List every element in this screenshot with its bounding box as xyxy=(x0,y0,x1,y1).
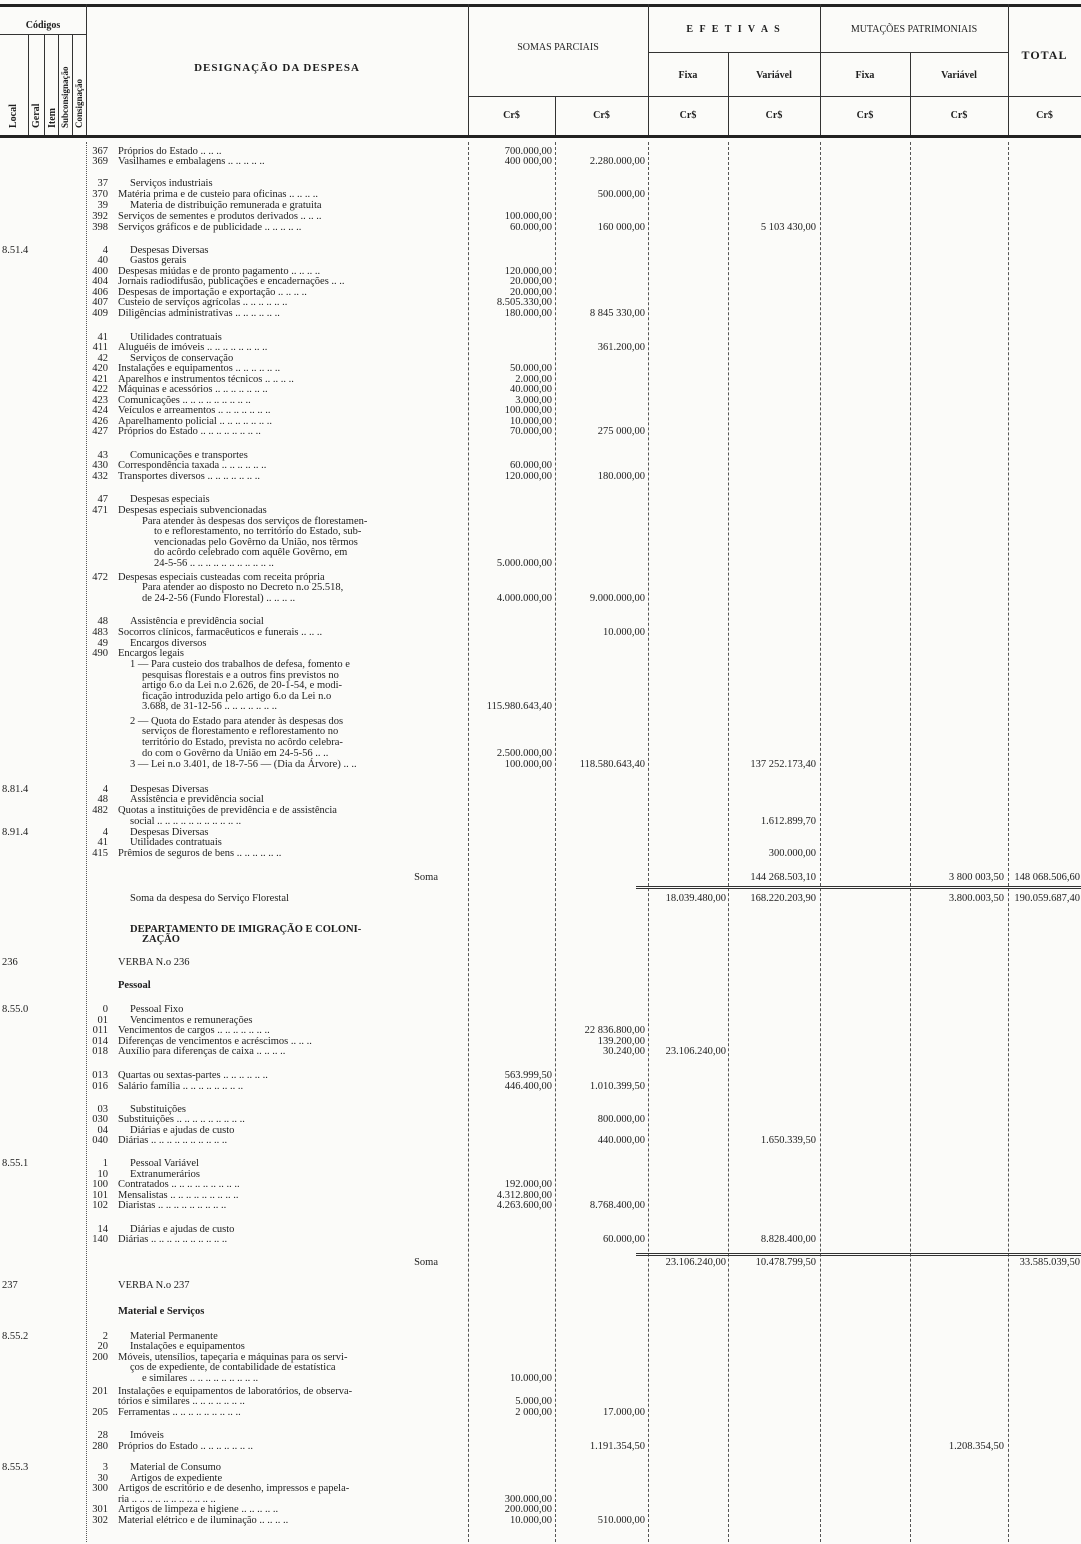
currency-label: Cr$ xyxy=(503,110,520,121)
p1-value: 100.000,00 xyxy=(504,759,552,770)
designacao-text: Encargos diversos xyxy=(130,638,207,649)
item-code: 370 xyxy=(92,189,108,200)
p1-value: 2 000,00 xyxy=(515,1407,552,1418)
subconsignacao-heading: Subconsignação xyxy=(60,66,70,128)
p1-value: 5.000.000,00 xyxy=(496,558,552,569)
designacao-text: Para atender às despesas dos serviços de florestamen- xyxy=(142,516,368,527)
designacao-text: artigo 6.o da Lei n.o 2.626, de 20-1-54, e modi- xyxy=(142,680,343,691)
total-value: 190.059.687,40 xyxy=(1014,893,1080,904)
item-code: 422 xyxy=(92,384,108,395)
currency-label: Cr$ xyxy=(593,110,610,121)
designacao-text: Instalações e equipamentos de laboratórios, de observa- xyxy=(118,1386,353,1397)
item-code: 101 xyxy=(92,1190,108,1201)
ef-var-value: 8.828.400,00 xyxy=(760,1234,816,1245)
top-rule xyxy=(0,4,1081,7)
col-divider xyxy=(58,34,59,135)
item-code: 100 xyxy=(92,1179,108,1190)
p2-value: 17.000,00 xyxy=(603,1407,645,1418)
designacao-text: Comunicações e transportes xyxy=(130,450,248,461)
item-code: 011 xyxy=(92,1025,108,1036)
item-code: 42 xyxy=(97,353,108,364)
item-code: 39 xyxy=(97,200,108,211)
local-code: 8.55.1 xyxy=(2,1158,29,1169)
p1-value: 120.000,00 xyxy=(504,471,552,482)
p1-value: 40.000,00 xyxy=(510,384,552,395)
p1-value: 8.505.330,00 xyxy=(496,297,552,308)
geral-heading: Geral xyxy=(31,103,42,128)
item-code: 301 xyxy=(92,1504,108,1515)
designacao-text: Diferenças de vencimentos e acréscimos .. .. .. xyxy=(118,1036,312,1047)
designacao-heading: DESIGNAÇÃO DA DESPESA xyxy=(194,62,360,74)
local-code: 8.55.0 xyxy=(2,1004,29,1015)
ef-var-value: 10.478.799,50 xyxy=(755,1257,816,1268)
designacao-text: Despesas especiais xyxy=(130,494,210,505)
designacao-text: Aluguéis de imóveis .. .. .. .. .. .. .. .. xyxy=(118,342,268,353)
designacao-text: Para atender ao disposto no Decreto n.o 25.518, xyxy=(142,582,344,593)
p1-value: 400 000,00 xyxy=(504,156,552,167)
item-code: 400 xyxy=(92,266,108,277)
item-code: 1 xyxy=(102,1158,108,1169)
local-code: 8.91.4 xyxy=(2,827,29,838)
item-code: 4 xyxy=(102,245,108,256)
designacao-text: Despesas especiais subvencionadas xyxy=(118,505,267,516)
designacao-text: Despesas Diversas xyxy=(130,784,209,795)
p1-value: 300.000,00 xyxy=(504,1494,552,1505)
designacao-text: Móveis, utensílios, tapeçaria e máquinas para os servi- xyxy=(118,1352,348,1363)
local-code: 8.55.2 xyxy=(2,1331,29,1342)
currency-label: Cr$ xyxy=(765,110,783,121)
local-code: 8.81.4 xyxy=(2,784,29,795)
table-header xyxy=(0,0,1081,140)
item-code: 016 xyxy=(92,1081,108,1092)
designacao-text: Serviços de conservação xyxy=(130,353,234,364)
designacao-text: Contratados .. .. .. .. .. .. .. .. .. xyxy=(118,1179,240,1190)
p1-value: 2.000,00 xyxy=(515,374,552,385)
designacao-text: Instalações e equipamentos .. .. .. .. .. .. xyxy=(118,363,281,374)
designacao-text: Material e Serviços xyxy=(118,1306,205,1317)
designacao-text: Vencimentos e remunerações xyxy=(130,1015,253,1026)
currency-label: Cr$ xyxy=(1036,110,1053,121)
item-code: 49 xyxy=(97,638,108,649)
local-code: 237 xyxy=(2,1280,18,1291)
item-code: 43 xyxy=(97,450,108,461)
p1-value: 180.000,00 xyxy=(504,308,552,319)
item-code: 3 xyxy=(102,1462,108,1473)
total-value: 33.585.039,50 xyxy=(1019,1257,1080,1268)
ef-fixa-value: 18.039.480,00 xyxy=(665,893,726,904)
local-code: 8.51.4 xyxy=(2,245,29,256)
item-code: 201 xyxy=(92,1386,108,1397)
designacao-text: Soma da despesa do Serviço Florestal xyxy=(130,893,289,904)
currency-label: Cr$ xyxy=(856,110,874,121)
item-code: 48 xyxy=(97,794,108,805)
efetivas-variavel-heading: Variável xyxy=(756,70,792,81)
designacao-text: serviços de florestamento e reflorestamento no xyxy=(142,726,339,737)
item-code: 4 xyxy=(102,827,108,838)
designacao-text: ços de expediente, de contabilidade de estatística xyxy=(130,1362,336,1373)
p1-value: 446.400,00 xyxy=(504,1081,552,1092)
subheader-rule xyxy=(648,52,1008,53)
item-code: 102 xyxy=(92,1200,108,1211)
designacao-text: Serviços gráficos e de publicidade .. .. .. .. .. xyxy=(118,222,302,233)
designacao-text: Diárias e ajudas de custo xyxy=(130,1125,235,1136)
item-code: 392 xyxy=(92,211,108,222)
designacao-text: Gastos gerais xyxy=(130,255,187,266)
designacao-text: tórios e similares .. .. .. .. .. .. .. xyxy=(118,1396,245,1407)
designacao-text: Custeio de serviços agrícolas .. .. .. .. .. .. xyxy=(118,297,288,308)
designacao-text: Quotas a instituições de previdência e de assistência xyxy=(118,805,337,816)
designacao-text: Materia de distribuição remunerada e gratuita xyxy=(130,200,322,211)
designacao-text: to e reflorestamento, no território do Estado, sub- xyxy=(154,526,362,537)
p2-value: 2.280.000,00 xyxy=(589,156,645,167)
total-heading: TOTAL xyxy=(1021,48,1068,62)
item-code: 302 xyxy=(92,1515,108,1526)
designacao-text: Veículos e arreamentos .. .. .. .. .. .. .. xyxy=(118,405,271,416)
item-code: 01 xyxy=(97,1015,108,1026)
designacao-text: Prêmios de seguros de bens .. .. .. .. .. .. xyxy=(118,848,282,859)
p1-value: 70.000,00 xyxy=(510,426,552,437)
designacao-text: Quartas ou sextas-partes .. .. .. .. .. .. xyxy=(118,1070,268,1081)
p2-value: 8 845 330,00 xyxy=(589,308,645,319)
p2-value: 180.000,00 xyxy=(597,471,645,482)
designacao-text: ria .. .. .. .. .. .. .. .. .. .. .. xyxy=(118,1494,216,1505)
item-code: 415 xyxy=(92,848,108,859)
p1-value: 120.000,00 xyxy=(504,266,552,277)
p1-value: 100.000,00 xyxy=(504,211,552,222)
item-code: 432 xyxy=(92,471,108,482)
designacao-text: Imóveis xyxy=(130,1430,164,1441)
p2-value: 8.768.400,00 xyxy=(589,1200,645,1211)
p1-value: 20.000,00 xyxy=(510,287,552,298)
p1-value: 563.999,50 xyxy=(504,1070,552,1081)
designacao-text: Utilidades contratuais xyxy=(130,332,222,343)
designacao-text: Artigos de expediente xyxy=(130,1473,223,1484)
p2-value: 139.200,00 xyxy=(597,1036,645,1047)
designacao-text: Instalações e equipamentos xyxy=(130,1341,245,1352)
item-code: 205 xyxy=(92,1407,108,1418)
p1-value: 60.000,00 xyxy=(510,460,552,471)
item-code: 471 xyxy=(92,505,108,516)
designacao-text: Material Permanente xyxy=(130,1331,218,1342)
item-code: 420 xyxy=(92,363,108,374)
item-code: 200 xyxy=(92,1352,108,1363)
designacao-text: Transportes diversos .. .. .. .. .. .. .. xyxy=(118,471,260,482)
item-code: 367 xyxy=(92,146,108,157)
designacao-text: Auxílio para diferenças de caixa .. .. .. .. xyxy=(118,1046,286,1057)
efetivas-heading: E F E T I V A S xyxy=(686,24,782,35)
ef-var-value: 168.220.203,90 xyxy=(750,893,816,904)
designacao-text: Ferramentas .. .. .. .. .. .. .. .. .. xyxy=(118,1407,241,1418)
header-bottom-rule xyxy=(0,135,1081,138)
col-divider xyxy=(28,34,29,135)
designacao-text: 3 — Lei n.o 3.401, de 18-7-56 — (Dia da Árvore) .. .. xyxy=(130,759,357,770)
designacao-text: do acôrdo celebrado com aquêle Govêrno, em xyxy=(154,547,348,558)
local-code: 8.55.3 xyxy=(2,1462,29,1473)
designacao-text: Artigos de limpeza e higiene .. .. .. .. .. xyxy=(118,1504,279,1515)
designacao-text: Pessoal xyxy=(118,980,151,991)
designacao-text: Utilidades contratuais xyxy=(130,837,222,848)
designacao-text: Próprios do Estado .. .. .. .. .. .. .. .. xyxy=(118,426,261,437)
currency-label: Cr$ xyxy=(950,110,968,121)
item-code: 40 xyxy=(97,255,108,266)
p2-value: 361.200,00 xyxy=(597,342,645,353)
p1-value: 2.500.000,00 xyxy=(496,748,552,759)
ef-var-value: 5 103 430,00 xyxy=(760,222,816,233)
designacao-text: ficação introduzida pelo artigo 6.o da Lei n.o xyxy=(142,691,332,702)
consignacao-heading: Consignação xyxy=(74,78,84,128)
designacao-text: Vencimentos de cargos .. .. .. .. .. .. .. xyxy=(118,1025,270,1036)
item-code: 013 xyxy=(92,1070,108,1081)
item-code: 406 xyxy=(92,287,108,298)
p2-value: 500.000,00 xyxy=(597,189,645,200)
item-code: 48 xyxy=(97,616,108,627)
designacao-text: social .. .. .. .. .. .. .. .. .. .. .. xyxy=(130,816,242,827)
p1-value: 50.000,00 xyxy=(510,363,552,374)
p1-value: 20.000,00 xyxy=(510,276,552,287)
designacao-text: Correspondência taxada .. .. .. .. .. .. xyxy=(118,460,267,471)
codes-rule xyxy=(0,34,86,35)
item-code: 14 xyxy=(97,1224,108,1235)
p1-value: 3.000,00 xyxy=(515,395,552,406)
designacao-text: Aparelhamento policial .. .. .. .. .. .. .. xyxy=(118,416,272,427)
item-code: 040 xyxy=(92,1135,108,1146)
mut-var-value: 3.800.003,50 xyxy=(948,893,1004,904)
designacao-text: Pessoal Variável xyxy=(130,1158,199,1169)
designacao-text: Aparelhos e instrumentos técnicos .. .. .. .. xyxy=(118,374,294,385)
designacao-text: DEPARTAMENTO DE IMIGRAÇÃO E COLONI- xyxy=(130,924,362,935)
p2-value: 9.000.000,00 xyxy=(589,593,645,604)
local-code: 236 xyxy=(2,957,18,968)
item-code: 409 xyxy=(92,308,108,319)
codigos-heading: Códigos xyxy=(25,20,61,31)
p1-value: 100.000,00 xyxy=(504,405,552,416)
designacao-text: 2 — Quota do Estado para atender às despesas dos xyxy=(130,716,344,727)
designacao-text: Substituições .. .. .. .. .. .. .. .. .. xyxy=(118,1114,245,1125)
p2-value: 160 000,00 xyxy=(597,222,645,233)
somas-parciais-heading: SOMAS PARCIAIS xyxy=(517,42,599,53)
ef-fixa-value: 23.106.240,00 xyxy=(665,1046,726,1057)
designacao-text: Serviços industriais xyxy=(130,178,213,189)
designacao-text: do com o Govêrno da União em 24-5-56 .. .. xyxy=(142,748,329,759)
designacao-text: Diárias .. .. .. .. .. .. .. .. .. .. xyxy=(118,1234,228,1245)
designacao-text: Máquinas e acessórios .. .. .. .. .. .. .. xyxy=(118,384,268,395)
designacao-text: Despesas Diversas xyxy=(130,245,209,256)
p1-value: 4.312.800,00 xyxy=(496,1190,552,1201)
designacao-text: Assistência e previdência social xyxy=(130,616,264,627)
designacao-text: vencionadas pelo Govêrno da União, nos têrmos xyxy=(154,537,358,548)
item-code: 030 xyxy=(92,1114,108,1125)
item-code: 47 xyxy=(97,494,108,505)
mutacoes-heading: MUTAÇÕES PATRIMONIAIS xyxy=(850,24,978,35)
designacao-text: Material de Consumo xyxy=(130,1462,221,1473)
p2-value: 118.580.643,40 xyxy=(579,759,645,770)
designacao-text: Jornais radiodifusão, publicações e encadernações .. .. xyxy=(118,276,345,287)
designacao-text: Soma xyxy=(414,872,438,883)
p1-value: 700.000,00 xyxy=(504,146,552,157)
designacao-text: pesquisas florestais e a outros fins previstos no xyxy=(142,670,339,681)
designacao-text: VERBA N.o 236 xyxy=(118,957,190,968)
ef-var-value: 300.000,00 xyxy=(768,848,816,859)
item-code: 41 xyxy=(97,332,108,343)
p2-value: 60.000,00 xyxy=(603,1234,645,1245)
local-heading: Local xyxy=(8,104,19,128)
designacao-text: Diárias .. .. .. .. .. .. .. .. .. .. xyxy=(118,1135,228,1146)
designacao-text: Serviços de sementes e produtos derivados .. .. .. xyxy=(118,211,322,222)
ef-var-value: 144 268.503,10 xyxy=(750,872,816,883)
designacao-text: Material elétrico e de iluminação .. .. .. .. xyxy=(118,1515,289,1526)
mut-var-value: 1.208.354,50 xyxy=(948,1441,1004,1452)
col-divider xyxy=(44,34,45,135)
col-divider xyxy=(910,52,911,135)
designacao-text: e similares .. .. .. .. .. .. .. .. .. xyxy=(142,1373,259,1384)
designacao-text: Diaristas .. .. .. .. .. .. .. .. .. xyxy=(118,1200,227,1211)
mut-var-value: 3 800 003,50 xyxy=(948,872,1004,883)
efetivas-fixa-heading: Fixa xyxy=(678,70,698,81)
ef-fixa-value: 23.106.240,00 xyxy=(665,1257,726,1268)
designacao-text: Diligências administrativas .. .. .. .. .. .. xyxy=(118,308,280,319)
designacao-text: 3.688, de 31-12-56 .. .. .. .. .. .. .. xyxy=(142,701,278,712)
p1-value: 115.980.643,40 xyxy=(486,701,552,712)
p1-value: 60.000,00 xyxy=(510,222,552,233)
p2-value: 22 836.800,00 xyxy=(584,1025,645,1036)
ef-var-value: 137 252.173,40 xyxy=(750,759,816,770)
designacao-text: Mensalistas .. .. .. .. .. .. .. .. .. xyxy=(118,1190,239,1201)
item-code: 20 xyxy=(97,1341,108,1352)
designacao-text: 24-5-56 .. .. .. .. .. .. .. .. .. .. .. xyxy=(154,558,274,569)
p1-value: 5.000,00 xyxy=(515,1396,552,1407)
item-code: 04 xyxy=(97,1125,108,1136)
designacao-text: Encargos legais xyxy=(118,648,184,659)
col-divider xyxy=(728,52,729,135)
designacao-text: Salário família .. .. .. .. .. .. .. .. xyxy=(118,1081,244,1092)
item-code: 482 xyxy=(92,805,108,816)
ef-var-value: 1.650.339,50 xyxy=(760,1135,816,1146)
designacao-text: Matéria prima e de custeio para oficinas .. .. .. .. xyxy=(118,189,319,200)
item-code: 140 xyxy=(92,1234,108,1245)
mutacoes-variavel-heading: Variável xyxy=(941,70,977,81)
designacao-text: Despesas miúdas e de pronto pagamento .. .. .. .. xyxy=(118,266,321,277)
p1-value: 4.263.600,00 xyxy=(496,1200,552,1211)
p1-value: 10.000,00 xyxy=(510,1373,552,1384)
p2-value: 510.000,00 xyxy=(597,1515,645,1526)
p1-value: 10.000,00 xyxy=(510,416,552,427)
designacao-text: Pessoal Fixo xyxy=(130,1004,184,1015)
designacao-text: Diárias e ajudas de custo xyxy=(130,1224,235,1235)
designacao-text: Comunicações .. .. .. .. .. .. .. .. .. xyxy=(118,395,251,406)
item-code: 490 xyxy=(92,648,108,659)
mutacoes-fixa-heading: Fixa xyxy=(855,70,875,81)
designacao-text: Extranumerários xyxy=(130,1169,200,1180)
item-code: 41 xyxy=(97,837,108,848)
designacao-text: Artigos de escritório e de desenho, impressos e papela- xyxy=(118,1483,350,1494)
designacao-text: ZAÇÃO xyxy=(142,934,180,945)
item-code: 404 xyxy=(92,276,108,287)
p2-value: 30.240,00 xyxy=(603,1046,645,1057)
designacao-text: território do Estado, prevista no acôrdo celebra- xyxy=(142,737,343,748)
designacao-text: Substituições xyxy=(130,1104,187,1115)
item-code: 369 xyxy=(92,156,108,167)
p1-value: 200.000,00 xyxy=(504,1504,552,1515)
item-code: 411 xyxy=(92,342,108,353)
p2-value: 1.010.399,50 xyxy=(589,1081,645,1092)
designacao-text: Vasilhames e embalagens .. .. .. .. .. xyxy=(118,156,265,167)
item-code: 427 xyxy=(92,426,108,437)
designacao-text: Despesas especiais custeadas com receita própria xyxy=(118,572,325,583)
item-code: 398 xyxy=(92,222,108,233)
p2-value: 10.000,00 xyxy=(603,627,645,638)
item-code: 28 xyxy=(97,1430,108,1441)
p2-value: 800.000,00 xyxy=(597,1114,645,1125)
item-code: 03 xyxy=(97,1104,108,1115)
designacao-text: Despesas Diversas xyxy=(130,827,209,838)
p1-value: 10.000,00 xyxy=(510,1515,552,1526)
item-code: 30 xyxy=(97,1473,108,1484)
item-code: 4 xyxy=(102,784,108,795)
item-code: 423 xyxy=(92,395,108,406)
item-code: 430 xyxy=(92,460,108,471)
designacao-text: Próprios do Estado .. .. .. .. .. .. .. xyxy=(118,1441,254,1452)
total-value: 148 068.506,60 xyxy=(1014,872,1080,883)
item-code: 426 xyxy=(92,416,108,427)
item-code: 472 xyxy=(92,572,108,583)
designacao-text: Próprios do Estado .. .. .. xyxy=(118,146,222,157)
currency-rule xyxy=(468,96,1081,97)
item-code: 2 xyxy=(102,1331,108,1342)
p2-value: 440.000,00 xyxy=(597,1135,645,1146)
designacao-text: Despesas de importação e exportação .. .. .. .. xyxy=(118,287,307,298)
designacao-text: Soma xyxy=(414,1257,438,1268)
col-divider xyxy=(72,34,73,135)
currency-label: Cr$ xyxy=(679,110,697,121)
item-code: 280 xyxy=(92,1441,108,1452)
ef-var-value: 1.612.899,70 xyxy=(760,816,816,827)
item-code: 0 xyxy=(102,1004,108,1015)
expense-table-body xyxy=(0,142,1081,1542)
item-code: 014 xyxy=(92,1036,108,1047)
designacao-text: 1 — Para custeio dos trabalhos de defesa, fomento e xyxy=(130,659,350,670)
item-code: 300 xyxy=(92,1483,108,1494)
item-code: 018 xyxy=(92,1046,108,1057)
designacao-text: VERBA N.o 237 xyxy=(118,1280,190,1291)
p1-value: 4.000.000,00 xyxy=(496,593,552,604)
item-code: 424 xyxy=(92,405,108,416)
p2-value: 275 000,00 xyxy=(597,426,645,437)
p1-value: 192.000,00 xyxy=(504,1179,552,1190)
item-code: 37 xyxy=(97,178,108,189)
designacao-text: de 24-2-56 (Fundo Florestal) .. .. .. .. xyxy=(142,593,296,604)
item-code: 483 xyxy=(92,627,108,638)
p2-value: 1.191.354,50 xyxy=(589,1441,645,1452)
designacao-text: Socorros clínicos, farmacêuticos e funerais .. .. .. xyxy=(118,627,323,638)
designacao-text: Assistência e previdência social xyxy=(130,794,264,805)
item-code: 10 xyxy=(97,1169,108,1180)
item-code: 407 xyxy=(92,297,108,308)
item-heading: Item xyxy=(47,108,58,128)
item-code: 421 xyxy=(92,374,108,385)
